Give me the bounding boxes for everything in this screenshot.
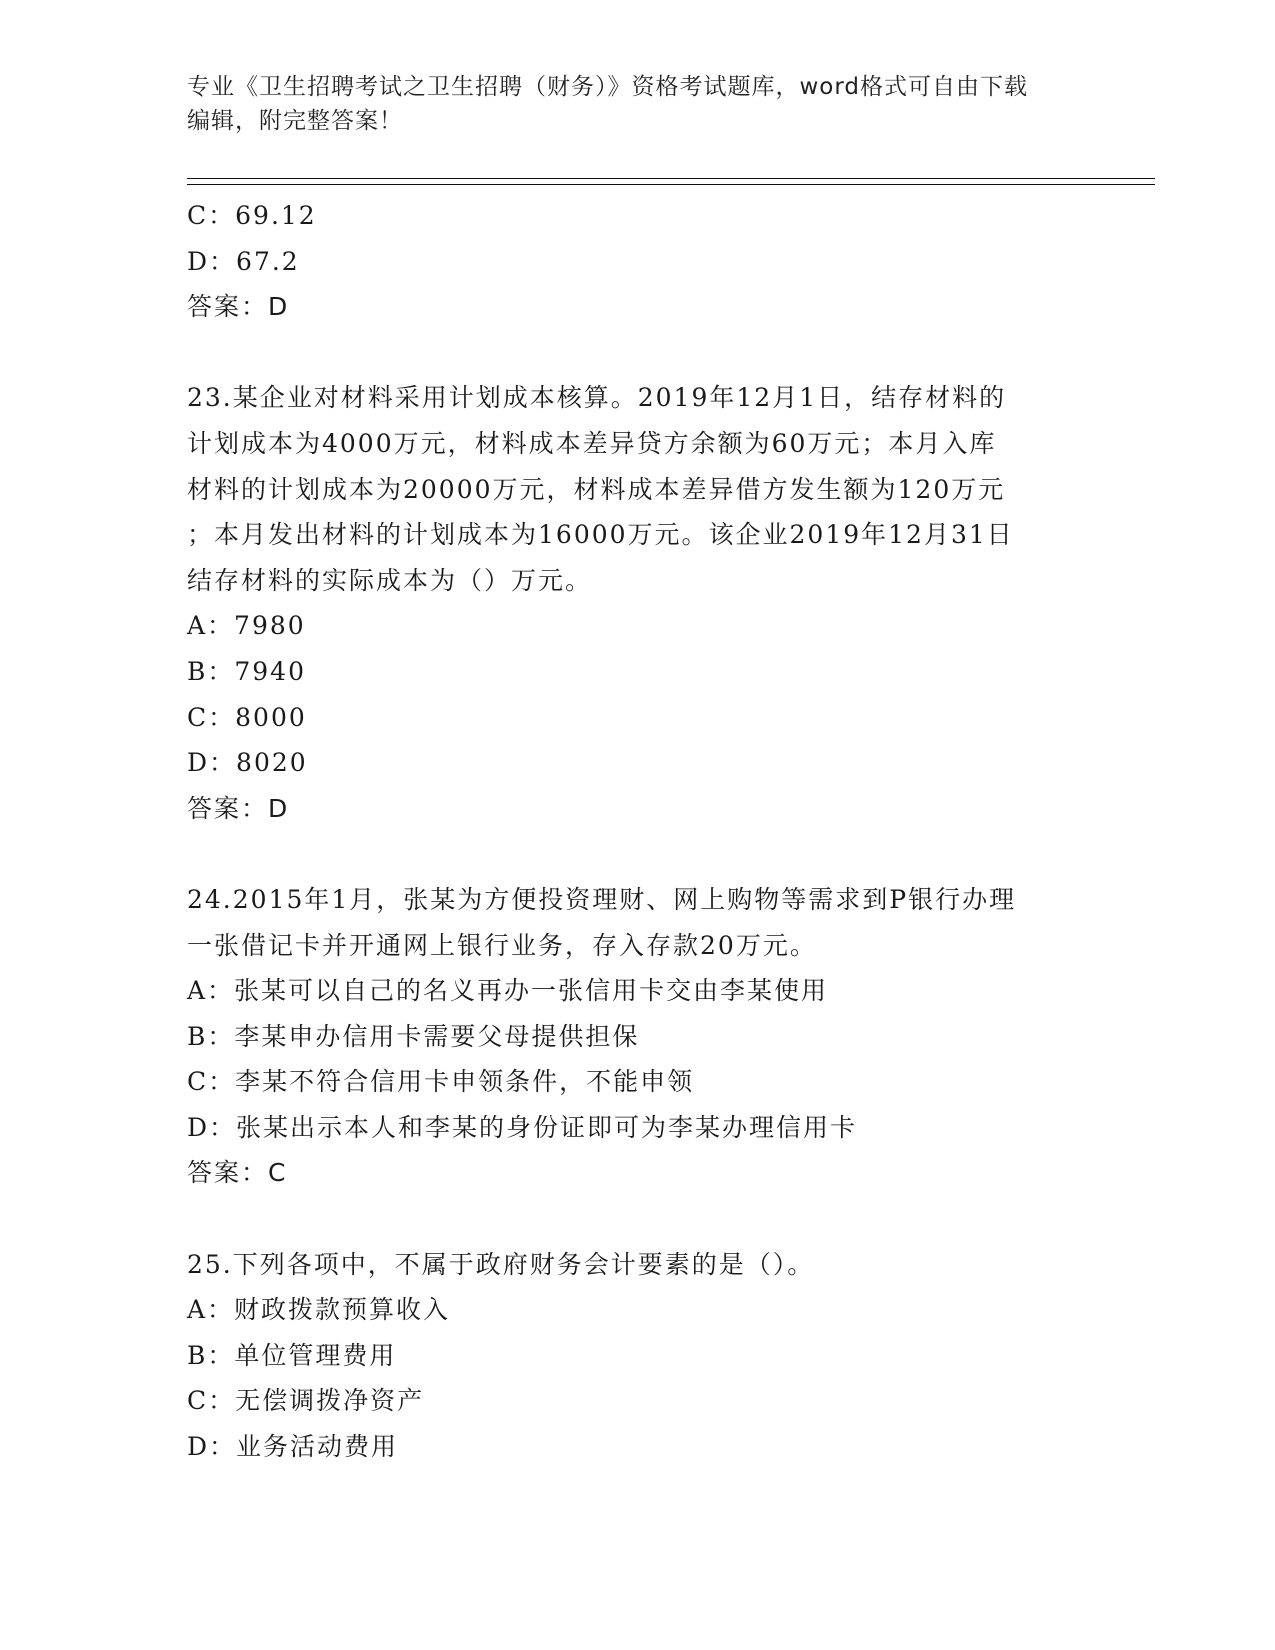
- q23-option-a: A：7980: [187, 611, 306, 641]
- spacer: [187, 1196, 1107, 1242]
- q25-stem-line-1: 25.下列各项中，不属于政府财务会计要素的是（）。: [187, 1249, 815, 1279]
- q23-answer: 答案：D: [187, 793, 290, 823]
- header-rule-top: [187, 178, 1155, 179]
- spacer: [187, 831, 1107, 877]
- q24-option-a: A：张某可以自己的名义再办一张信用卡交由李某使用: [187, 976, 829, 1006]
- q23-stem-line-1: 23.某企业对材料采用计划成本核算。2019年12月1日，结存材料的: [187, 383, 1007, 413]
- prev-option-d: D：67.2: [187, 246, 300, 276]
- q25-option-a: A：财政拨款预算收入: [187, 1295, 451, 1325]
- q23-option-c: C：8000: [187, 702, 307, 732]
- q23-stem-line-4: ；本月发出材料的计划成本为16000万元。该企业2019年12月31日: [187, 520, 1014, 550]
- q24-answer: 答案：C: [187, 1158, 288, 1188]
- header-line-1: 专业《卫生招聘考试之卫生招聘（财务）》资格考试题库，word格式可自由下载: [187, 74, 1029, 100]
- q23-stem-line-5: 结存材料的实际成本为（）万元。: [187, 565, 593, 595]
- q24-option-d: D：张某出示本人和李某的身份证即可为李某办理信用卡: [187, 1112, 858, 1142]
- q23-stem-line-2: 计划成本为4000万元，材料成本差异贷方余额为60万元；本月入库: [187, 428, 997, 458]
- page-header: [187, 70, 1087, 138]
- q23-stem-line-3: 材料的计划成本为20000万元，材料成本差异借方发生额为120万元: [187, 474, 1006, 504]
- q24-option-c: C：李某不符合信用卡申领条件，不能申领: [187, 1067, 695, 1097]
- q24-stem-line-1: 24.2015年1月，张某为方便投资理财、网上购物等需求到P银行办理: [187, 884, 1017, 914]
- q23-option-b: B：7940: [187, 656, 306, 686]
- prev-answer: 答案：D: [187, 292, 290, 322]
- header-rule-bottom: [187, 184, 1155, 185]
- q25-option-d: D：业务活动费用: [187, 1432, 399, 1462]
- q25-option-b: B：单位管理费用: [187, 1340, 397, 1370]
- prev-option-c: C：69.12: [187, 201, 317, 230]
- header-line-2: 编辑，附完整答案！: [187, 108, 403, 134]
- q25-option-c: C：无偿调拨净资产: [187, 1386, 425, 1416]
- question-content: [187, 193, 1107, 1470]
- q24-option-b: B：李某申办信用卡需要父母提供担保: [187, 1021, 640, 1051]
- spacer: [187, 330, 1107, 376]
- q23-option-d: D：8020: [187, 748, 308, 778]
- q24-stem-line-2: 一张借记卡并开通网上银行业务，存入存款20万元。: [187, 930, 817, 960]
